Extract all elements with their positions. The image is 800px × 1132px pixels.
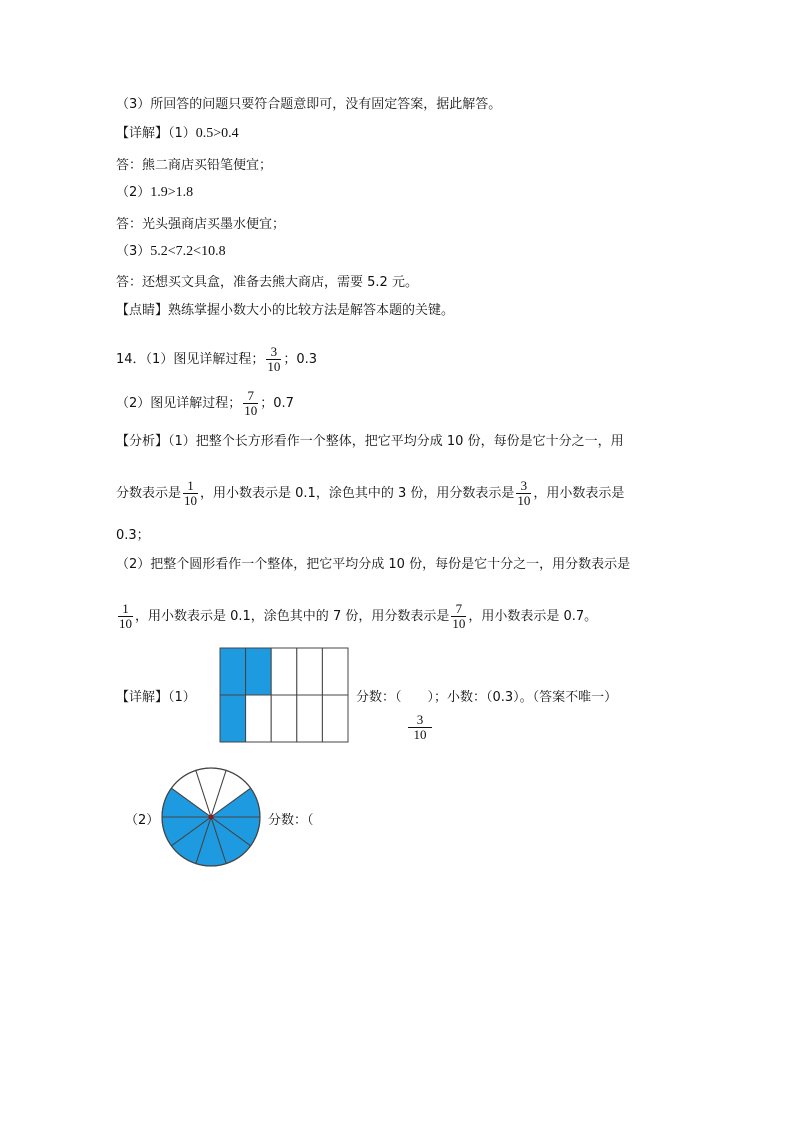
answer-line: 答：熊二商店买铅笔便宜； [116, 158, 273, 173]
grid-cell-shaded [246, 648, 272, 695]
text: 分数表示是 [116, 486, 182, 501]
detail-1-tag: 【详解】（1） [116, 690, 196, 705]
q14-1-post: ；0.3 [283, 352, 318, 367]
section-tag: （2） [116, 185, 151, 200]
grid-cell [297, 695, 323, 742]
detail-1-text: 分数：（ ）；小数：（0.3）。（答案不唯一） [356, 690, 618, 705]
circle-center-dot [209, 815, 214, 820]
fraction-7-10: $\frac{7}{10}$ [452, 601, 466, 631]
fraction-3-10: $\frac{3}{10}$ [408, 713, 432, 742]
fraction-1-10: $\frac{1}{10}$ [184, 478, 198, 508]
analysis-line-4: （2）把整个圆形看作一个整体，把它平均分成 10 份，每份是它十分之一，用分数表示是 [116, 557, 631, 572]
tip-line: 【点睛】熟练掌握小数大小的比较方法是解答本题的关键。 [116, 303, 455, 318]
q14-2-pre: （2）图见详解过程； [116, 396, 242, 411]
grid-cell [246, 695, 272, 742]
q14-2-post: ；0.7 [260, 396, 294, 411]
expression: 1.9>1.8 [150, 185, 194, 200]
fraction-3-10: $\frac{3}{10}$ [517, 478, 531, 508]
grid-cell-shaded [220, 695, 246, 742]
grid-cell-shaded [220, 648, 246, 695]
detail-line [116, 184, 193, 202]
fraction-1-10: $\frac{1}{10}$ [119, 601, 132, 631]
grid-cell [271, 695, 297, 742]
answer-line: 答：还想买文具盒，准备去熊大商店，需要 5.2 元。 [116, 275, 418, 290]
grid-cell [322, 695, 348, 742]
grid-cell [322, 648, 348, 695]
answer-line: 答：光头强商店买墨水便宜； [116, 217, 286, 232]
detail-line [116, 125, 239, 143]
analysis-line-5 [116, 597, 597, 637]
fraction-7-10: $\frac{7}{10}$ [244, 388, 258, 418]
section-tag: 【详解】（1） [116, 126, 196, 141]
analysis-line-1: 【分析】（1）把整个长方形看作一个整体，把它平均分成 10 份，每份是它十分之一，用 [116, 434, 624, 449]
analysis-line-3: 0.3； [116, 528, 150, 543]
rectangle-figure [219, 647, 349, 743]
text: ，用小数表示是 [533, 486, 625, 501]
expression: 5.2<7.2<10.8 [150, 244, 226, 259]
line-text: （3）所回答的问题只要符合题意即可，没有固定答案，据此解答。 [116, 97, 502, 112]
q14-part1 [116, 340, 317, 380]
section-tag: （3） [116, 244, 151, 259]
q14-1-pre: 14．（1）图见详解过程； [116, 352, 265, 367]
analysis-line-2 [116, 474, 624, 514]
text: ，用小数表示是 0.1，涂色其中的 7 份，用分数表示是 [135, 609, 450, 624]
text: ，用小数表示是 0.1，涂色其中的 3 份，用分数表示是 [200, 486, 515, 501]
detail-line [116, 243, 226, 261]
q14-part2 [116, 384, 294, 424]
circle-figure [160, 766, 262, 868]
grid-cell [271, 648, 297, 695]
grid-cell [297, 648, 323, 695]
detail-2-tag: （2） [125, 813, 160, 828]
detail-2-text: 分数：（ [268, 813, 314, 828]
fraction-3-10: $\frac{3}{10}$ [267, 344, 281, 374]
expression: 0.5>0.4 [195, 126, 239, 141]
text: ，用小数表示是 0.7。 [468, 609, 598, 624]
